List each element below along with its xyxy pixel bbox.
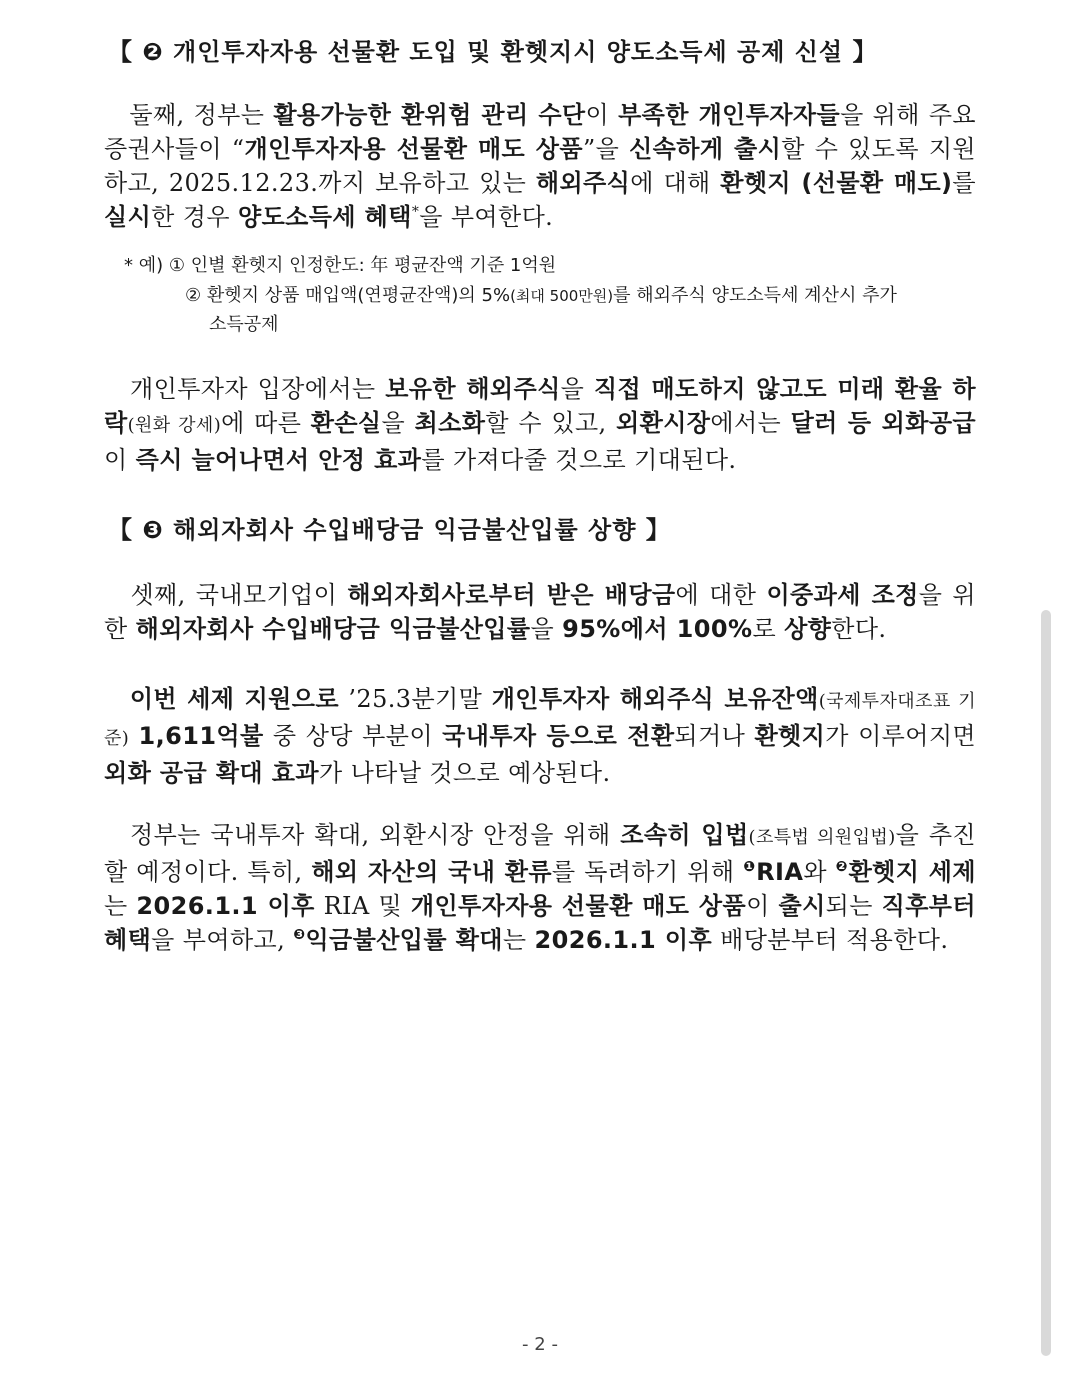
body-text: 중 상당 부분이 — [263, 722, 443, 750]
body-text: 둘째, 정부는 — [104, 101, 274, 129]
body-text: ’25.3분기말 — [338, 685, 492, 713]
emphasis-text: RIA — [756, 858, 804, 886]
emphasis-text: 달러 등 외화공급 — [790, 409, 977, 437]
body-text: 정부는 국내투자 확대, 외환시장 안정을 위해 — [104, 821, 621, 849]
body-text: 을 위한 — [104, 581, 976, 643]
body-text: 한다. — [831, 615, 887, 643]
emphasis-text: 95%에서 100% — [562, 615, 753, 643]
body-text: 이 — [104, 446, 136, 474]
emphasis-text: 해외주식 — [535, 169, 631, 197]
body-text — [129, 722, 138, 750]
emphasis-text: 개인투자자용 선물환 매도 상품 — [410, 892, 747, 920]
body-text: 되거나 — [674, 722, 755, 750]
body-text: (국제투자대조표 기준) — [104, 691, 976, 749]
emphasis-text: 환헷지 (선물환 매도) — [720, 169, 953, 197]
paragraph-dividend — [104, 578, 976, 646]
emphasis-text: 상향 — [784, 615, 832, 643]
emphasis-text: 활용가능한 환위험 관리 수단 — [273, 101, 586, 129]
emphasis-text: 2026.1.1 이후 — [136, 892, 315, 920]
paragraph-investor-effect — [104, 372, 976, 477]
body-text: 는 — [104, 892, 137, 920]
body-text: * — [411, 204, 420, 220]
emphasis-text: 양도소득세 혜택 — [237, 203, 412, 231]
body-text: (원화 강세) — [127, 415, 222, 436]
body-text: 할 수 있도록 지원하고, 2025.12.23.까지 보유하고 있는 — [104, 135, 976, 197]
emphasis-text: ❸ — [293, 927, 306, 943]
emphasis-text: 조속히 입법 — [620, 821, 749, 849]
body-text: 가 이루어지면 — [825, 722, 976, 750]
emphasis-text: 외화 공급 확대 효과 — [104, 759, 319, 787]
body-text: 를 — [952, 169, 977, 197]
emphasis-text: ❷ — [835, 859, 849, 875]
emphasis-text: 환헷지 세제 — [848, 858, 976, 886]
footnote-line-1: * 예) ① 인별 환헷지 인정한도: 年 평균잔액 기준 1억원 — [124, 255, 557, 276]
body-text: 에 대한 — [675, 581, 767, 609]
emphasis-text: 해외자회사 수입배당금 익금불산입률 — [135, 615, 531, 643]
body-text: 배당분부터 적용한다. — [712, 926, 949, 954]
emphasis-text: 직후부터 혜택 — [104, 892, 976, 954]
emphasis-text: 출시 — [778, 892, 826, 920]
body-text: 을 — [381, 409, 415, 437]
footnote-line-2-cap: (최대 500만원) — [510, 287, 614, 305]
body-text: RIA 및 — [314, 892, 411, 920]
emphasis-text: 이번 세제 지원으로 — [129, 685, 339, 713]
emphasis-text: 신속하게 출시 — [629, 135, 782, 163]
body-text: 는 — [502, 926, 535, 954]
emphasis-text: 이중과세 조정 — [766, 581, 919, 609]
emphasis-text: 2026.1.1 이후 — [534, 926, 713, 954]
body-text: (조특법 의원입법) — [748, 827, 896, 848]
body-text: 을 부여하고, — [151, 926, 294, 954]
paragraph-legislation — [104, 818, 976, 957]
body-text: 에서는 — [710, 409, 791, 437]
body-text: 이 — [746, 892, 779, 920]
page-number: - 2 - — [522, 1334, 558, 1355]
section-heading-2: 【 ❷ 개인투자자용 선물환 도입 및 환헷지시 양도소득세 공제 신설 】 — [108, 38, 878, 66]
emphasis-text: 보유한 해외주식 — [385, 375, 561, 403]
emphasis-text: 개인투자자용 선물환 매도 상품 — [244, 135, 583, 163]
body-text: 할 수 있고, — [485, 409, 617, 437]
vertical-scrollbar[interactable] — [1041, 610, 1051, 1356]
body-text: 셋째, 국내모기업이 — [104, 581, 348, 609]
body-text: 에 따른 — [221, 409, 311, 437]
body-text: 가 나타날 것으로 예상된다. — [318, 759, 611, 787]
emphasis-text: 환헷지 — [754, 722, 826, 750]
footnote-line-2-rest: 를 해외주식 양도소득세 계산시 추가 — [613, 285, 897, 306]
emphasis-text: 직접 매도하지 않고도 미래 환율 하락 — [104, 375, 977, 437]
body-text: 이 — [585, 101, 619, 129]
emphasis-text: 1,611억불 — [138, 722, 264, 750]
emphasis-text: 환손실 — [310, 409, 382, 437]
emphasis-text: 즉시 늘어나면서 안정 효과 — [135, 446, 422, 474]
paragraph-fx-forward — [104, 98, 976, 234]
emphasis-text: ❶ — [743, 859, 757, 875]
body-text: 로 — [752, 615, 785, 643]
body-text — [104, 685, 130, 713]
body-text: 개인투자자 입장에서는 — [104, 375, 386, 403]
footnote-line-2 — [185, 282, 897, 310]
body-text: 되는 — [825, 892, 882, 920]
emphasis-text: 해외 자산의 국내 환류 — [311, 858, 552, 886]
body-text: 을 부여한다. — [419, 203, 554, 231]
footnote-line-2-main: ② 환헷지 상품 매입액(연평균잔액)의 5% — [185, 285, 511, 306]
emphasis-text: 실시 — [104, 203, 152, 231]
body-text: 를 독려하기 위해 — [551, 858, 744, 886]
body-text: 를 가져다줄 것으로 기대된다. — [421, 446, 737, 474]
section-heading-3: 【 ❸ 해외자회사 수입배당금 익금불산입률 상향 】 — [108, 516, 671, 544]
body-text: 을 — [530, 615, 563, 643]
body-text: 와 — [803, 858, 836, 886]
body-text: 한 경우 — [151, 203, 238, 231]
body-text: 을 — [560, 375, 594, 403]
emphasis-text: 외환시장 — [616, 409, 711, 437]
emphasis-text: 개인투자자 해외주식 보유잔액 — [491, 685, 819, 713]
emphasis-text: 익금불산입률 확대 — [305, 926, 503, 954]
footnote-line-3: 소득공제 — [209, 314, 279, 335]
emphasis-text: 최소화 — [414, 409, 486, 437]
body-text: 을 추진할 예정이다. 특히, — [104, 821, 976, 886]
emphasis-text: 국내투자 등으로 전환 — [442, 722, 675, 750]
body-text: ”을 — [582, 135, 630, 163]
emphasis-text: 부족한 개인투자자들 — [618, 101, 841, 129]
paragraph-expected-effect — [104, 682, 976, 790]
body-text: 을 위해 주요 증권사들이 “ — [104, 101, 976, 163]
emphasis-text: 해외자회사로부터 받은 배당금 — [347, 581, 676, 609]
body-text: 에 대해 — [630, 169, 721, 197]
